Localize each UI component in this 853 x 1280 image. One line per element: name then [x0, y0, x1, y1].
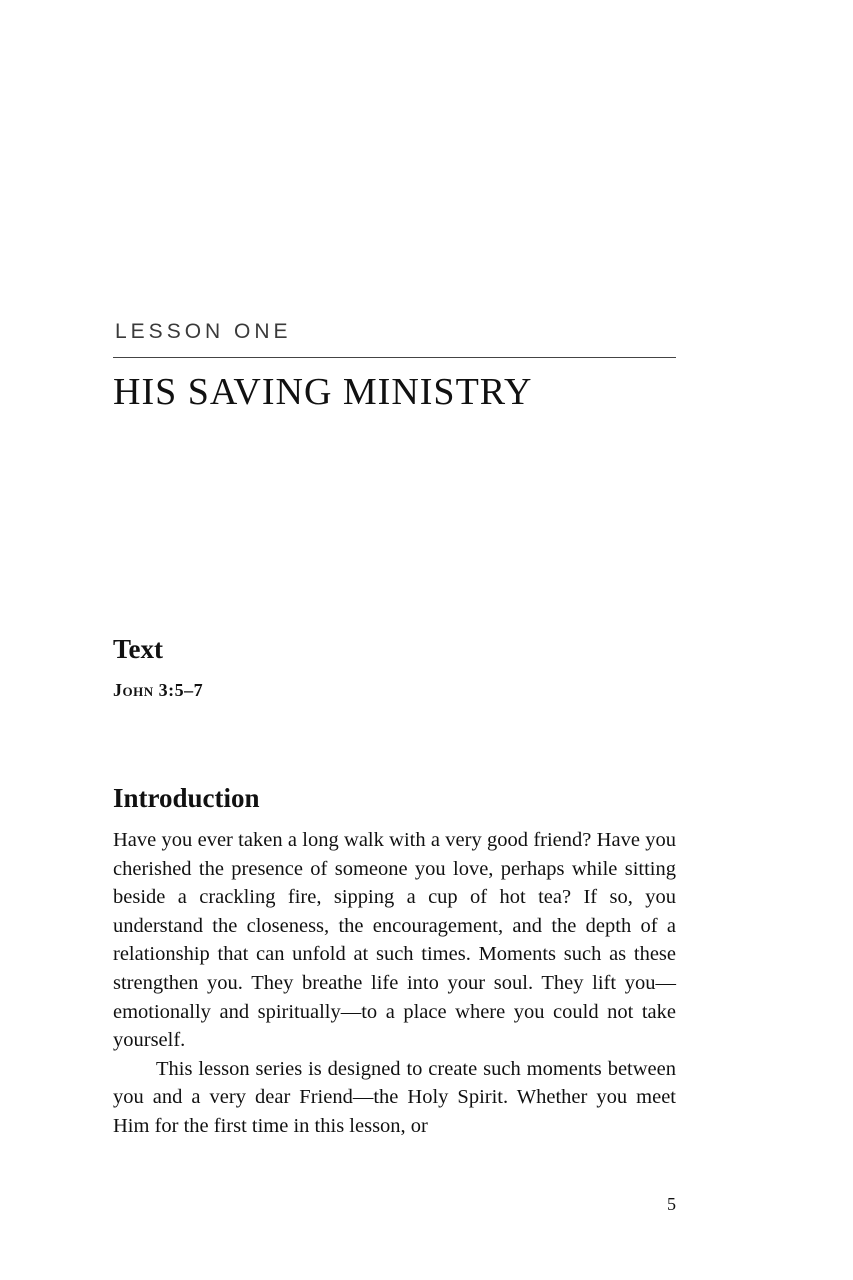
introduction-paragraph: Have you ever taken a long walk with a very good friend? Have you cherished the presence of someone you love, perhaps while sitting beside a crackling fire, sipping a cup of hot tea? If so, you understand the closeness, the encouragement, and the depth of a relationship that can unfold at such times. Moments such as these strengthen you. They breathe life into your soul. They lift you—emotionally and spiritually—to a place where you could not take yourself.: [113, 829, 676, 1052]
text-section-heading: Text: [113, 634, 164, 664]
page-number: 5: [667, 1194, 676, 1214]
introduction-body: [113, 826, 676, 1141]
lesson-title: HIS SAVING MINISTRY: [113, 371, 533, 413]
scripture-reference: John 3:5–7: [113, 680, 204, 700]
introduction-heading: Introduction: [113, 783, 260, 813]
lesson-label: LESSON ONE: [115, 320, 292, 343]
introduction-paragraph: This lesson series is designed to create such moments between you and a very dear Friend—the Holy Spirit. Whether you meet Him for the first time in this lesson, or: [113, 1057, 676, 1137]
title-divider: [113, 357, 676, 358]
